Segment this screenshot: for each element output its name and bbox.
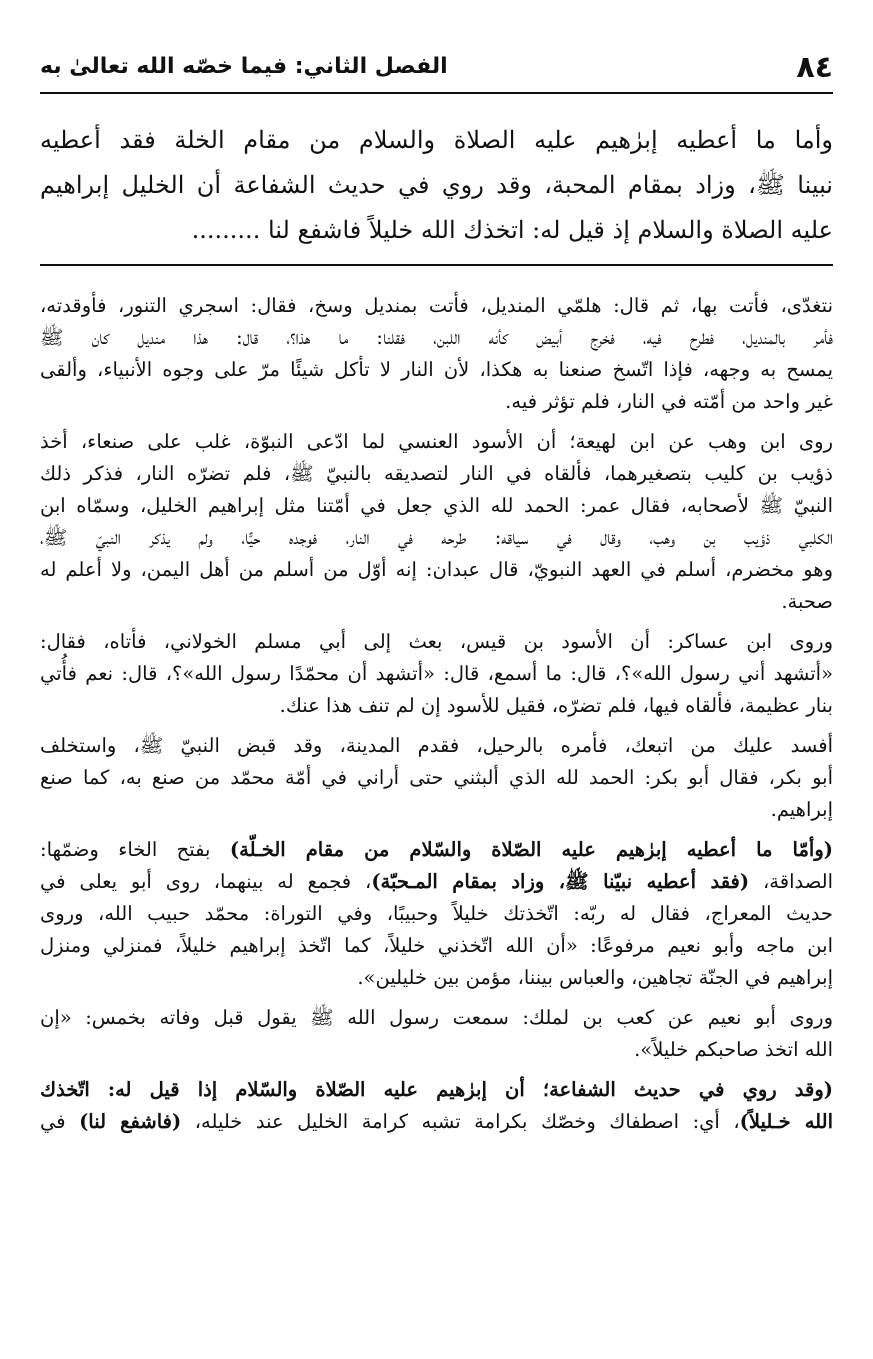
commentary-paragraph bbox=[40, 1074, 833, 1138]
commentary-line: الكلبي ذؤيب بن وهب، وقال في سياقه: طرحه في النار، فوجده حيًّا، ولم يذكر النبيّ ﷺ، bbox=[40, 526, 833, 549]
commentary-line: بنار عظيمة، فألقاه فيها، فلم تضرّه، فقيل للأسود إن لم تنف هذا عنك. bbox=[279, 694, 833, 717]
commentary-line: روى ابن وهب عن ابن لهيعة؛ أن الأسود العنسي لما ادّعى النبوّة، غلب على صنعاء، أخذ bbox=[40, 430, 833, 453]
commentary-text: بفتح الخاء وضمّها: bbox=[40, 838, 230, 861]
commentary-text: الصداقة، bbox=[749, 870, 834, 893]
commentary-line: يمسح به وجهه، فإذا اتّسخ صنعنا به هكذا، لأن النار لا تأكل شيئًا مرّ على وجوه الأنبياء، وألقى bbox=[40, 358, 833, 381]
commentary-line: أفسد عليك من اتبعك، فأمره بالرحيل، فقدم المدينة، وقد قبض النبيّ ﷺ، واستخلف bbox=[40, 734, 833, 757]
commentary-line: ذؤيب بن كليب بتصغيرهما، فألقاه في النار لتصديقه بالنبيّ ﷺ، فلم تضرّه النار، فذكر ذلك bbox=[40, 462, 833, 485]
commentary-line: إبراهيم في الجنّة تجاهين، والعباس بيننا، مؤمن بين خليلين». bbox=[357, 966, 833, 989]
commentary-paragraph bbox=[40, 290, 833, 418]
main-text-line: عليه الصلاة والسلام إذ قيل له: اتخذك الله خليلاً فاشفع لنا ......... bbox=[191, 216, 833, 244]
quoted-matn: (فاشفع لنا) bbox=[79, 1110, 182, 1133]
commentary-line: حديث المعراج، فقال له ربّه: اتّخذتك خليلاً وحبيبًا، وفي التوراة: محمّد حبيب الله، وروى bbox=[40, 902, 833, 925]
quoted-matn: (فقد أعطيه نبيّنا ﷺ، وزاد بمقام المـحبّة) bbox=[371, 870, 750, 893]
commentary-line: «أتشهد أني رسول الله»؟، قال: ما أسمع، قال: «أتشهد أن محمّدًا رسول الله»؟، قال: نعم فأُتي bbox=[40, 662, 833, 685]
separator-rule bbox=[40, 264, 833, 266]
main-text bbox=[40, 118, 833, 263]
main-text-line: وأما ما أعطيه إبرٰهيم عليه الصلاة والسلام من مقام الخلة فقد أعطيه bbox=[40, 126, 833, 154]
page-header bbox=[40, 48, 833, 94]
commentary-line: غير واحد من أمّته في النار، فلم تؤثر فيه. bbox=[505, 390, 833, 413]
page-number: ٨٤ bbox=[796, 50, 833, 85]
commentary-line: الله اتخذ صاحبكم خليلاً». bbox=[634, 1038, 833, 1061]
commentary-line: وروى ابن عساكر: أن الأسود بن قيس، بعث إلى أبي مسلم الخولاني، فأتاه، فقال: bbox=[40, 630, 833, 653]
commentary-line: إبراهيم. bbox=[770, 798, 833, 821]
commentary-text: ، أي: اصطفاك وخصّك بكرامة تشبه كرامة الخليل عند خليله، bbox=[181, 1110, 740, 1133]
commentary-line bbox=[40, 1106, 833, 1138]
commentary-line: النبيّ ﷺ لأصحابه، فقال عمر: الحمد لله الذي جعل في أمّتنا مثل إبراهيم الخليل، وسمّاه ابن bbox=[40, 494, 833, 517]
commentary-text: في bbox=[40, 1110, 80, 1133]
commentary-line bbox=[40, 866, 833, 898]
main-text-line: نبينا ﷺ، وزاد بمقام المحبة، وقد روي في حديث الشفاعة أن الخليل إبراهيم bbox=[40, 171, 833, 199]
running-title: الفصل الثاني: فيما خصّه الله تعالىٰ به bbox=[40, 54, 448, 79]
commentary-line: وهو مخضرم، أسلم في العهد النبويّ، قال عبدان: إنه أوّل من أسلم من أهل اليمن، ولا أعلم له bbox=[40, 558, 833, 581]
commentary-line: فأمر بالمنديل، فطرح فيه، فخرج أبيض كأنه اللبن، فقلنا: ما هذا؟، قال: هذا منديل كان ﷺ bbox=[40, 326, 833, 349]
commentary-line bbox=[40, 834, 833, 866]
commentary-paragraph bbox=[40, 626, 833, 722]
commentary bbox=[40, 290, 833, 1349]
commentary-line: وروى أبو نعيم عن كعب بن لملك: سمعت رسول الله ﷺ يقول قبل وفاته بخمس: «إن bbox=[40, 1006, 833, 1029]
commentary-paragraph bbox=[40, 1002, 833, 1066]
commentary-paragraph bbox=[40, 834, 833, 994]
commentary-paragraph bbox=[40, 730, 833, 826]
commentary-line: نتغدّى، فأتت بها، ثم قال: هلمّي المنديل، فأتت بمنديل وسخ، فقال: اسجري التنور، فأوقدته، bbox=[40, 294, 833, 317]
quoted-matn: الله خـليلاً) bbox=[739, 1110, 833, 1133]
quoted-matn: (وقد روي في حديث الشفاعة؛ أن إبرٰهيم عليه الصّلاة والسّلام إذا قيل له: اتّخذك bbox=[40, 1078, 833, 1101]
commentary-line: صحبة. bbox=[781, 590, 833, 613]
commentary-paragraph bbox=[40, 426, 833, 618]
commentary-text: ، فجمع له بينهما، روى أبو يعلى في bbox=[40, 870, 372, 893]
commentary-line: أبو بكر، فقال أبو بكر: الحمد لله الذي ألبثني حتى أراني في أمّة محمّد من صنع به، كما صنع bbox=[40, 766, 833, 789]
commentary-line: ابن ماجه وأبو نعيم مرفوعًا: «أن الله اتّخذني خليلاً، كما اتّخذ إبراهيم خليلاً، فمنزلي ومنزل bbox=[40, 934, 833, 957]
quoted-matn: (وأمّا ما أعطيه إبرٰهيم عليه الصّلاة والسّلام من مقام الخـلّة) bbox=[229, 838, 833, 861]
